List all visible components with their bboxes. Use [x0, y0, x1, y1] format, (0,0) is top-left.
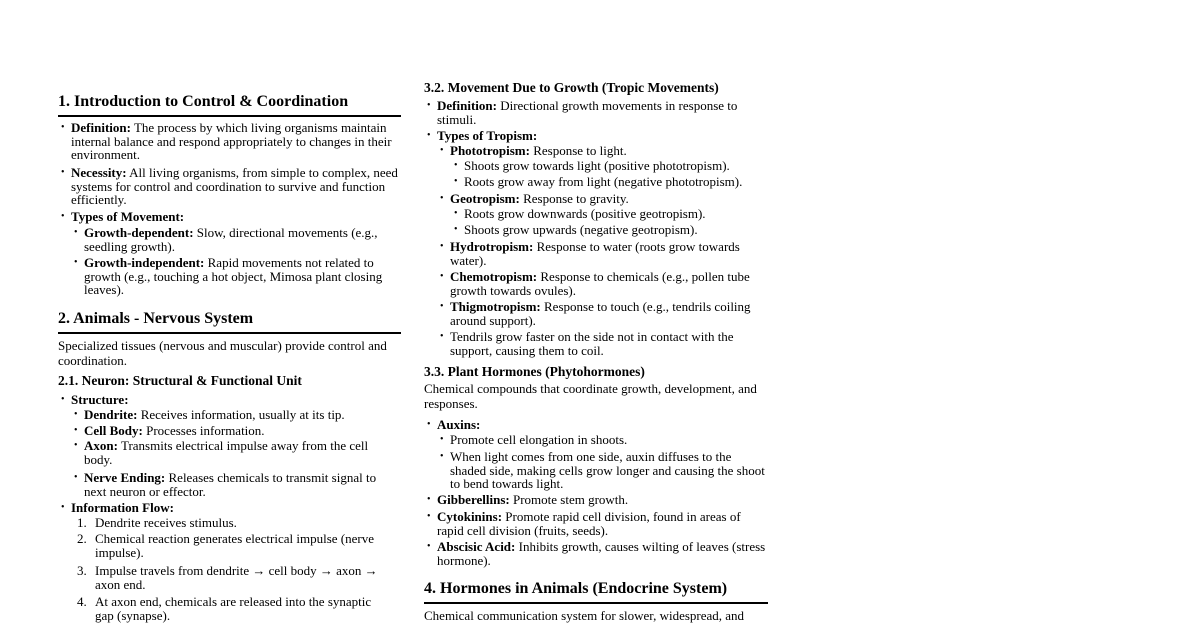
list-item: • Cell Body: Processes information.	[84, 424, 384, 438]
list-item: • Shoots grow towards light (positive phototropism).	[464, 159, 764, 173]
list-item: • Definition: Directional growth movements in response to stimuli.	[437, 99, 757, 126]
section-3-3-intro: Chemical compounds that coordinate growth, development, and responses.	[424, 381, 757, 411]
list-item: • Growth-dependent: Slow, directional movements (e.g., seedling growth).	[84, 226, 384, 253]
section-3-2-heading: 3.2. Movement Due to Growth (Tropic Movements)	[424, 80, 719, 95]
list-item: • Shoots grow upwards (negative geotropism).	[464, 223, 764, 237]
list-item: • Cytokinins: Promote rapid cell division, found in areas of rapid cell division (fruits, seeds).	[437, 510, 767, 537]
list-item: • Gibberellins: Promote stem growth.	[437, 493, 767, 507]
list-item: • Geotropism: Response to gravity.	[450, 192, 760, 206]
list-item: • Chemotropism: Response to chemicals (e.g., pollen tube growth towards ovules).	[450, 270, 760, 297]
section-1-heading: 1. Introduction to Control & Coordination	[58, 93, 349, 110]
ordered-step: 4. At axon end, chemicals are released into the synaptic gap (synapse).	[77, 594, 372, 623]
list-item: • Abscisic Acid: Inhibits growth, causes wilting of leaves (stress hormone).	[437, 540, 769, 567]
ordered-step: 2. Chemical reaction generates electrical impulse (nerve impulse).	[77, 531, 374, 560]
section-4-rule	[424, 602, 768, 604]
list-item: • Definition: The process by which living organisms maintain internal balance and respond appropriately to changes in their environment.	[71, 121, 401, 162]
list-item: • Structure:	[71, 393, 401, 407]
section-2-rule	[58, 332, 401, 334]
list-item: • Necessity: All living organisms, from simple to complex, need systems for control and coordination to survive and function efficiently.	[71, 166, 401, 207]
list-item: • Types of Tropism:	[437, 129, 757, 143]
list-item: • Auxins:	[437, 418, 757, 432]
list-item: • Dendrite: Receives information, usually at its tip.	[84, 408, 384, 422]
section-2-intro: Specialized tissues (nervous and muscular) provide control and coordination.	[58, 338, 387, 368]
list-item: • Promote cell elongation in shoots.	[450, 433, 766, 447]
list-item: • Growth-independent: Rapid movements not related to growth (e.g., touching a hot object, Mimosa plant closing leaves).	[84, 256, 384, 297]
list-item: • Roots grow away from light (negative phototropism).	[464, 175, 764, 189]
section-2-1-heading: 2.1. Neuron: Structural & Functional Unit	[58, 373, 302, 388]
section-1-rule	[58, 115, 401, 117]
section-2-heading: 2. Animals - Nervous System	[58, 310, 254, 327]
list-item: • Nerve Ending: Releases chemicals to transmit signal to next neuron or effector.	[84, 471, 384, 498]
list-item: • Information Flow:	[71, 501, 401, 515]
ordered-step: 1. Dendrite receives stimulus.	[77, 515, 237, 530]
list-item: • When light comes from one side, auxin diffuses to the shaded side, making cells grow longer and causing the shoot to bend towards light.	[450, 450, 768, 491]
list-item: • Tendrils grow faster on the side not in contact with the support, causing them to coil.	[450, 330, 750, 357]
list-item: • Roots grow downwards (positive geotropism).	[464, 207, 764, 221]
list-item: • Hydrotropism: Response to water (roots grow towards water).	[450, 240, 750, 267]
list-item: • Axon: Transmits electrical impulse away from the cell body.	[84, 439, 384, 466]
section-3-3-heading: 3.3. Plant Hormones (Phytohormones)	[424, 364, 645, 379]
ordered-step: 3. Impulse travels from dendrite → cell body → axon → axon end.	[77, 563, 378, 592]
section-4-intro: Chemical communication system for slower, widespread, and	[424, 608, 745, 623]
list-item: • Phototropism: Response to light.	[450, 144, 760, 158]
list-item: • Types of Movement:	[71, 210, 401, 224]
section-4-heading: 4. Hormones in Animals (Endocrine System)	[424, 580, 728, 597]
list-item: • Thigmotropism: Response to touch (e.g., tendrils coiling around support).	[450, 300, 760, 327]
